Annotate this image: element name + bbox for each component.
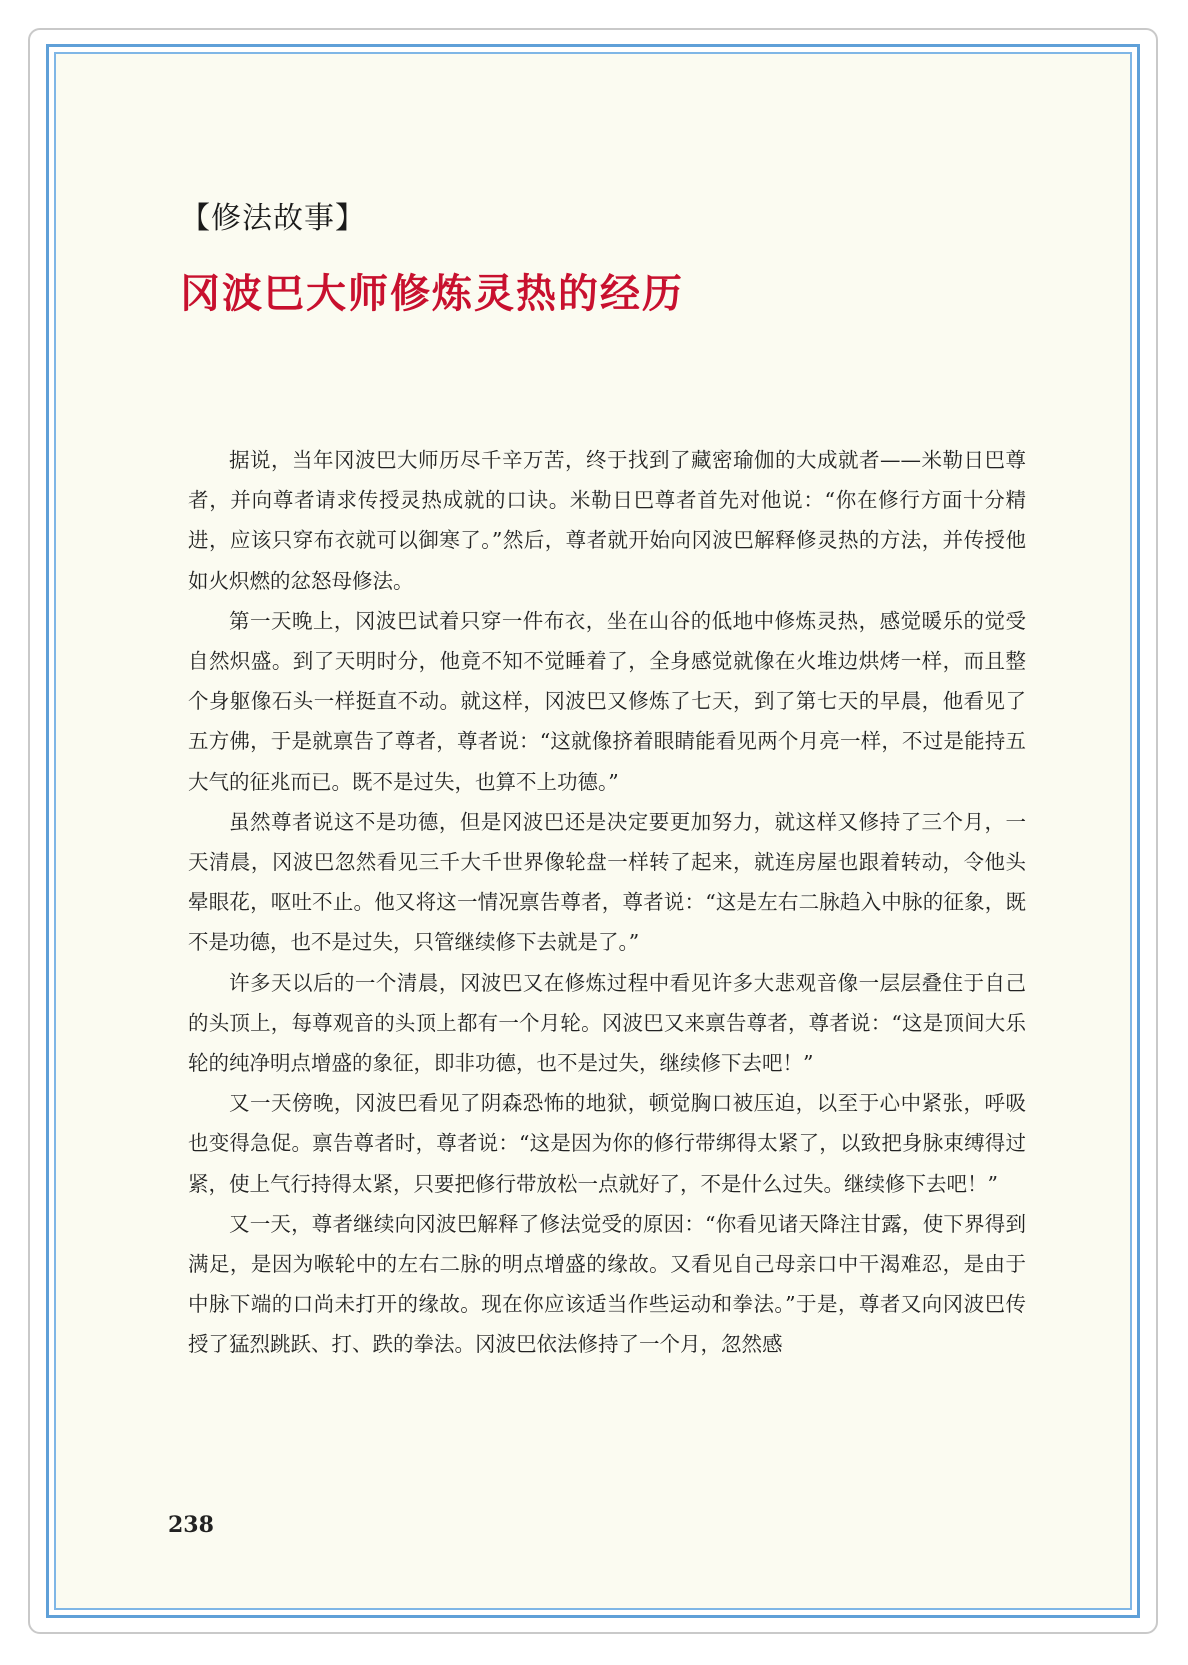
paragraph: 第一天晚上，冈波巴试着只穿一件布衣，坐在山谷的低地中修炼灵热，感觉暖乐的觉受自然炽盛。到了天明时分，他竟不知不觉睡着了，全身感觉就像在火堆边烘烤一样，而且整个身躯像石头一样挺直不动。就这样，冈波巴又修炼了七天，到了第七天的早晨，他看见了五方佛，于是就禀告了尊者，尊者说：“这就像挤着眼睛能看见两个月亮一样，不过是能持五大气的征兆而已。既不是过失，也算不上功德。”: [188, 608, 1026, 794]
paragraph: 据说，当年冈波巴大师历尽千辛万苦，终于找到了藏密瑜伽的大成就者——米勒日巴尊者，并向尊者请求传授灵热成就的口诀。米勒日巴尊者首先对他说：“你在修行方面十分精进，应该只穿布衣就可以御寒了。”然后，尊者就开始向冈波巴解释修灵热的方法，并传授他如火炽燃的忿怒母修法。: [188, 448, 1026, 593]
paragraph: 虽然尊者说这不是功德，但是冈波巴还是决定要更加努力，就这样又修持了三个月，一天清晨，冈波巴忽然看见三千大千世界像轮盘一样转了起来，就连房屋也跟着转动，令他头晕眼花，呕吐不止。他又将这一情况禀告尊者，尊者说：“这是左右二脉趋入中脉的征象，既不是功德，也不是过失，只管继续修下去就是了。”: [188, 809, 1026, 955]
paragraph: 又一天傍晚，冈波巴看见了阴森恐怖的地狱，顿觉胸口被压迫，以至于心中紧张，呼吸也变得急促。禀告尊者时，尊者说：“这是因为你的修行带绑得太紧了，以致把身脉束缚得过紧，使上气行持得太紧，只要把修行带放松一点就好了，不是什么过失。继续修下去吧！”: [188, 1091, 1026, 1196]
section-tag: 【修法故事】: [180, 201, 366, 236]
article-title: 冈波巴大师修炼灵热的经历: [180, 271, 684, 317]
paragraph: 许多天以后的一个清晨，冈波巴又在修炼过程中看见许多大悲观音像一层层叠住于自己的头顶上，每尊观音的头顶上都有一个月轮。冈波巴又来禀告尊者，尊者说：“这是顶间大乐轮的纯净明点增盛的象征，即非功德，也不是过失，继续修下去吧！”: [188, 970, 1026, 1076]
page-number: 238: [168, 1512, 214, 1538]
article-body: [188, 440, 1026, 1365]
paragraph: 又一天，尊者继续向冈波巴解释了修法觉受的原因：“你看见诸天降注甘露，使下界得到满足，是因为喉轮中的左右二脉的明点增盛的缘故。又看见自己母亲口中干渴难忍，是由于中脉下端的口尚未打开的缘故。现在你应该适当作些运动和拳法。”于是，尊者又向冈波巴传授了猛烈跳跃、打、跌的拳法。冈波巴依法修持了一个月，忽然感: [188, 1211, 1026, 1357]
